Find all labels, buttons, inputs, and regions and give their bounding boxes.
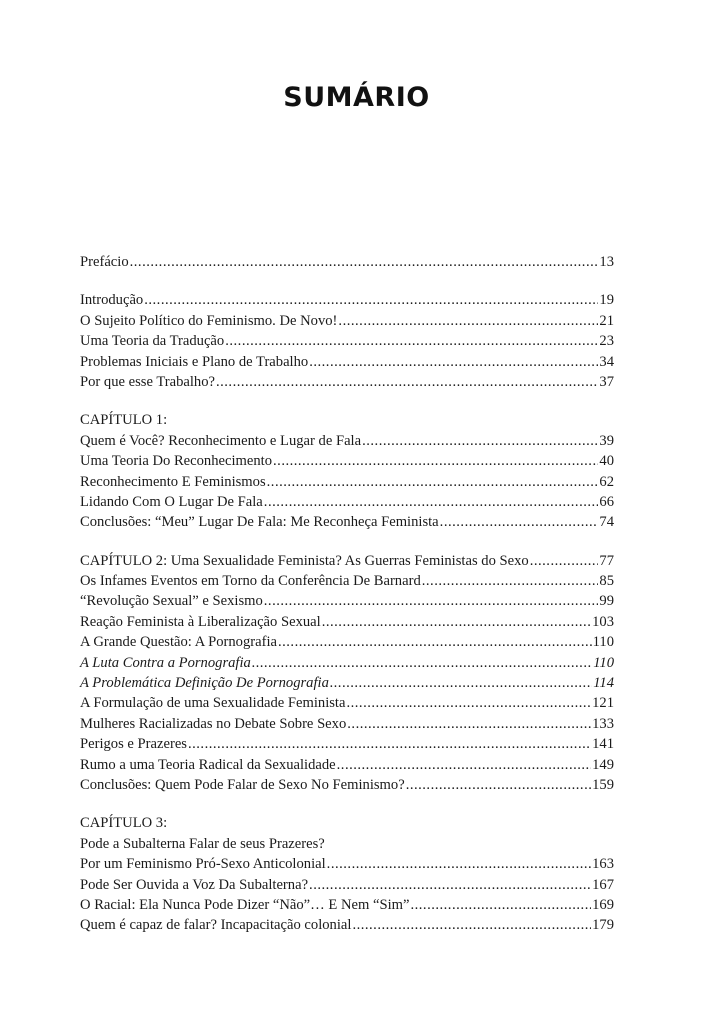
toc-entry — [80, 571, 614, 591]
dot-leader — [322, 612, 591, 632]
chapter-subheading: Pode a Subalterna Falar de seus Prazeres? — [80, 835, 325, 852]
table-of-contents — [80, 252, 614, 936]
toc-entry-page: 114 — [593, 675, 614, 692]
toc-entry-page: 169 — [592, 896, 614, 913]
toc-entry-label: A Luta Contra a Pornografia — [80, 654, 251, 671]
dot-leader — [144, 290, 598, 310]
page-title: SUMÁRIO — [283, 82, 430, 113]
dot-leader — [252, 653, 592, 673]
dot-leader — [406, 775, 591, 795]
toc-entry-label: Lidando Com O Lugar De Fala — [80, 493, 263, 510]
toc-entry — [80, 734, 614, 754]
dot-leader — [440, 512, 599, 532]
toc-entry — [80, 854, 614, 874]
toc-entry-page: 159 — [592, 776, 614, 793]
toc-entry-label: Conclusões: “Meu” Lugar De Fala: Me Reconheça Feminista — [80, 514, 439, 531]
toc-entry-label: A Grande Questão: A Pornografia — [80, 634, 277, 651]
dot-leader — [130, 252, 599, 272]
toc-entry-page: 23 — [599, 333, 614, 350]
toc-entry — [80, 714, 614, 734]
toc-entry — [80, 653, 614, 673]
toc-entry-page: 74 — [599, 514, 614, 531]
dot-leader — [309, 352, 598, 372]
toc-entry-label: CAPÍTULO 2: Uma Sexualidade Feminista? As Guerras Feministas do Sexo — [80, 552, 529, 569]
dot-leader — [309, 875, 591, 895]
toc-section-capitulo-3 — [80, 813, 614, 935]
toc-entry-page: 141 — [592, 736, 614, 753]
toc-entry-label: Por um Feminismo Pró-Sexo Anticolonial — [80, 856, 326, 873]
toc-entry-label: Uma Teoria Do Reconhecimento — [80, 453, 273, 470]
dot-leader — [327, 854, 591, 874]
toc-entry-label: Problemas Iniciais e Plano de Trabalho — [80, 353, 309, 370]
toc-entry — [80, 352, 614, 372]
toc-entry — [80, 632, 614, 652]
dot-leader — [347, 714, 591, 734]
toc-entry — [80, 915, 614, 935]
toc-entry-page: 133 — [592, 715, 614, 732]
toc-entry-page: 39 — [599, 432, 614, 449]
toc-section-capitulo-2 — [80, 551, 614, 796]
toc-entry — [80, 591, 614, 611]
toc-entry-page: 40 — [599, 453, 614, 470]
toc-entry — [80, 372, 614, 392]
toc-entry-label: Mulheres Racializadas no Debate Sobre Sexo — [80, 715, 347, 732]
dot-leader — [422, 571, 599, 591]
toc-entry-page: 163 — [592, 856, 614, 873]
toc-entry — [80, 673, 614, 693]
toc-entry — [80, 492, 614, 512]
toc-entry-page: 99 — [599, 593, 614, 610]
dot-leader — [530, 551, 599, 571]
dot-leader — [410, 895, 591, 915]
dot-leader — [267, 472, 599, 492]
dot-leader — [337, 755, 591, 775]
toc-entry — [80, 612, 614, 632]
toc-entry-page: 21 — [599, 312, 614, 329]
dot-leader — [352, 915, 591, 935]
toc-entry — [80, 895, 614, 915]
toc-entry — [80, 551, 614, 571]
dot-leader — [264, 492, 599, 512]
toc-entry-label: Pode Ser Ouvida a Voz Da Subalterna? — [80, 876, 309, 893]
dot-leader — [225, 331, 598, 351]
toc-entry-label: Reconhecimento E Feminismos — [80, 473, 266, 490]
chapter-heading: CAPÍTULO 1: — [80, 412, 168, 429]
dot-leader — [338, 311, 598, 331]
toc-section-introducao — [80, 290, 614, 392]
dot-leader — [216, 372, 598, 392]
toc-entry — [80, 512, 614, 532]
toc-entry — [80, 755, 614, 775]
toc-entry-page: 77 — [599, 552, 614, 569]
toc-entry-page: 110 — [592, 634, 614, 651]
toc-entry-label: Reação Feminista à Liberalização Sexual — [80, 613, 321, 630]
toc-entry-label: A Formulação de uma Sexualidade Feminista — [80, 695, 346, 712]
toc-entry-label: Introdução — [80, 292, 144, 309]
toc-entry-label: Os Infames Eventos em Torno da Conferência De Barnard — [80, 573, 421, 590]
toc-entry-label: Quem é Você? Reconhecimento e Lugar de Fala — [80, 432, 362, 449]
toc-entry-page: 110 — [593, 654, 614, 671]
dot-leader — [362, 431, 598, 451]
toc-entry-page: 149 — [592, 756, 614, 773]
toc-entry — [80, 693, 614, 713]
toc-entry-label: Quem é capaz de falar? Incapacitação colonial — [80, 917, 352, 934]
toc-entry — [80, 451, 614, 471]
dot-leader — [188, 734, 591, 754]
toc-entry — [80, 331, 614, 351]
toc-entry — [80, 311, 614, 331]
toc-entry-label: Rumo a uma Teoria Radical da Sexualidade — [80, 756, 336, 773]
toc-entry-label: O Sujeito Político do Feminismo. De Novo! — [80, 312, 338, 329]
toc-entry-page: 62 — [599, 473, 614, 490]
toc-entry-page: 13 — [599, 254, 614, 270]
toc-entry-label: O Racial: Ela Nunca Pode Dizer “Não”… E Nem “Sim” — [80, 896, 410, 913]
dot-leader — [330, 673, 592, 693]
toc-entry-label: Prefácio — [80, 254, 129, 270]
toc-entry-page: 34 — [599, 353, 614, 370]
toc-entry — [80, 290, 614, 310]
chapter-heading: CAPÍTULO 3: — [80, 815, 168, 832]
toc-entry-label: Conclusões: Quem Pode Falar de Sexo No Feminismo? — [80, 776, 405, 793]
toc-entry-page: 121 — [592, 695, 614, 712]
toc-entry-page: 179 — [592, 917, 614, 934]
toc-entry — [80, 472, 614, 492]
dot-leader — [346, 693, 591, 713]
toc-entry-page: 19 — [599, 292, 614, 309]
toc-entry-label: Uma Teoria da Tradução — [80, 333, 225, 350]
toc-entry-label: Perigos e Prazeres — [80, 736, 187, 753]
toc-entry-page: 85 — [599, 573, 614, 590]
dot-leader — [273, 451, 598, 471]
toc-entry-page: 37 — [599, 373, 614, 390]
toc-entry-label: A Problemática Definição De Pornografia — [80, 675, 329, 692]
toc-entry-page: 167 — [592, 876, 614, 893]
toc-entry-label: “Revolução Sexual” e Sexismo — [80, 593, 263, 610]
toc-entry-label: Por que esse Trabalho? — [80, 373, 215, 390]
toc-entry-page: 66 — [599, 493, 614, 510]
toc-entry-page: 103 — [592, 613, 614, 630]
toc-entry-prefacio — [80, 252, 614, 272]
dot-leader — [264, 591, 599, 611]
toc-section-capitulo-1 — [80, 410, 614, 532]
toc-entry — [80, 431, 614, 451]
toc-entry — [80, 875, 614, 895]
toc-entry — [80, 775, 614, 795]
dot-leader — [278, 632, 592, 652]
